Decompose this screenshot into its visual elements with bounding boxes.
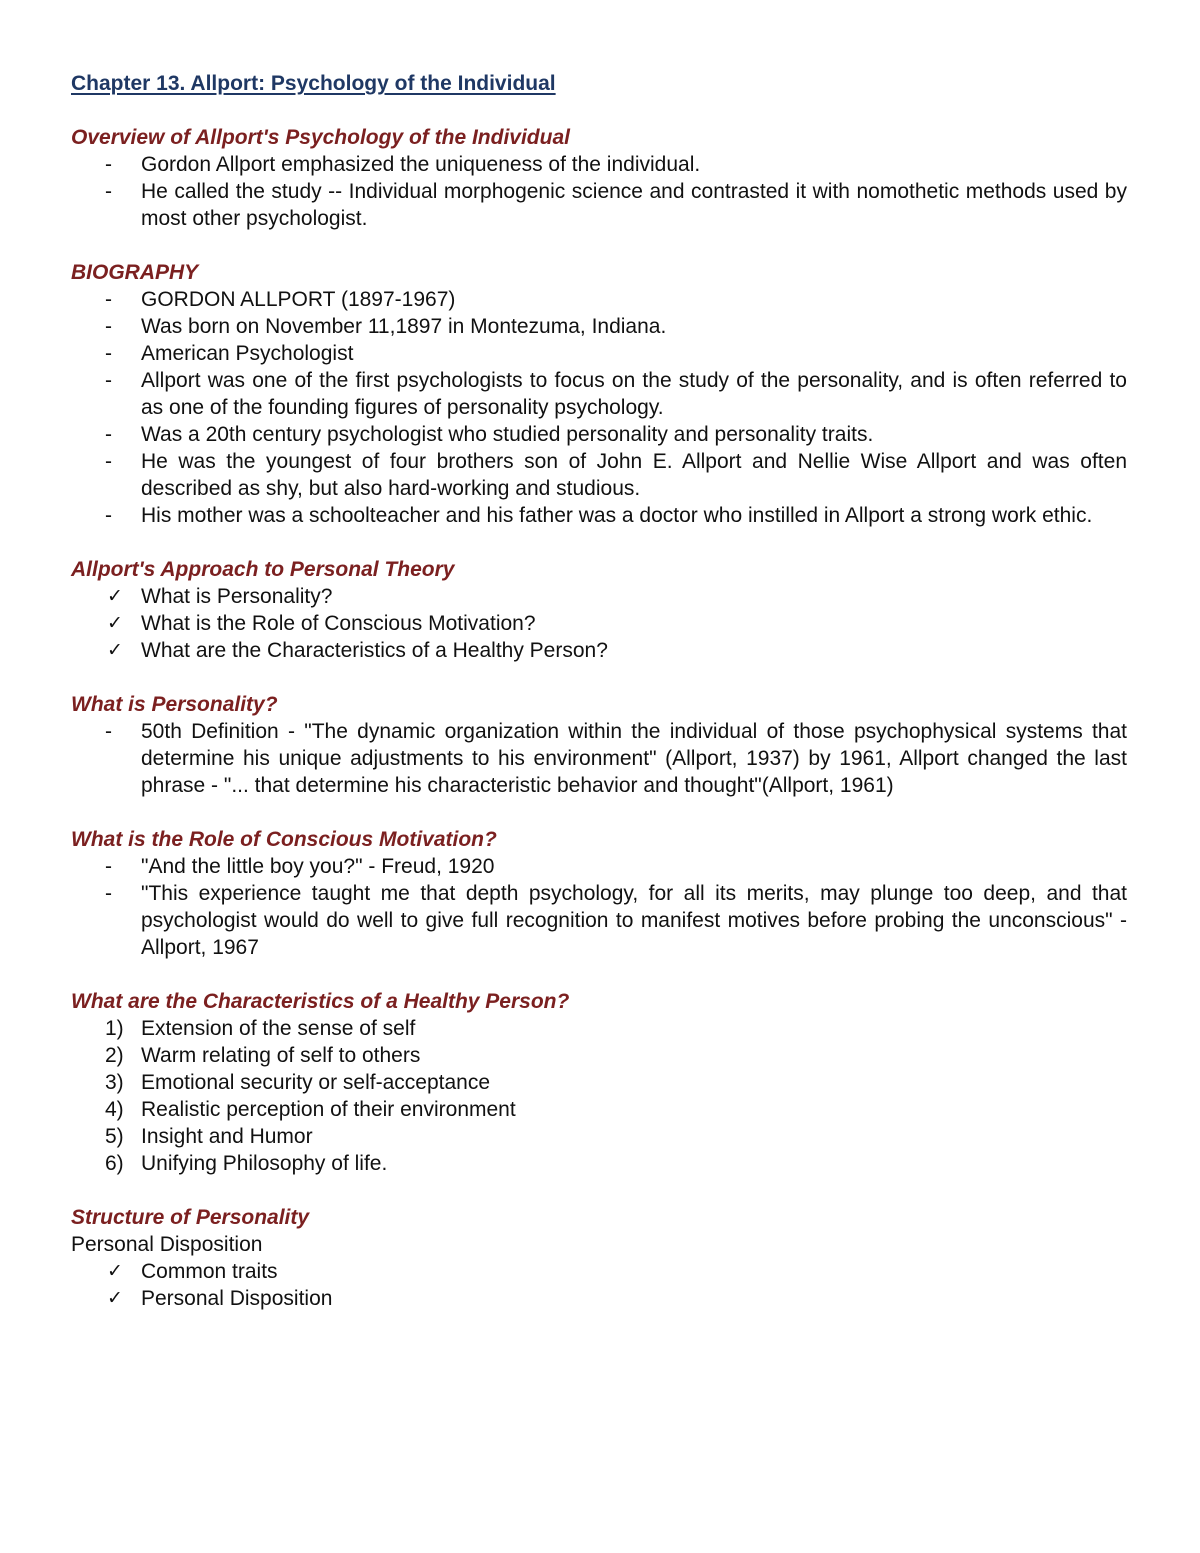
item-number: 3) [105, 1071, 124, 1094]
structure-subheading: Personal Disposition [71, 1233, 263, 1256]
dash-bullet: - [105, 369, 112, 392]
dash-bullet: - [105, 720, 112, 743]
list-item-text: Common traits [141, 1260, 278, 1283]
dash-bullet: - [105, 882, 112, 905]
list-item [71, 880, 1127, 961]
dash-bullet: - [105, 180, 112, 203]
dash-bullet: - [105, 315, 112, 338]
list-item-text: What is the Role of Conscious Motivation? [141, 612, 536, 635]
structure-section [71, 1204, 1127, 1312]
list-item-text: Unifying Philosophy of life. [141, 1152, 388, 1175]
list-item-text: Was born on November 11,1897 in Montezuma, Indiana. [141, 315, 667, 338]
checkmark-icon: ✓ [107, 612, 123, 634]
list-item-text: Emotional security or self-acceptance [141, 1071, 490, 1094]
checkmark-icon: ✓ [107, 639, 123, 661]
list-item [71, 340, 1127, 367]
list-item-text: What are the Characteristics of a Healthy Person? [141, 639, 608, 662]
dash-bullet: - [105, 423, 112, 446]
checkmark-icon: ✓ [107, 1260, 123, 1282]
overview-section [71, 124, 1127, 232]
list-item-text: GORDON ALLPORT (1897-1967) [141, 288, 456, 311]
list-item-text: "This experience taught me that depth psychology, for all its merits, may plunge too deep, and that psychologist would do well to give full recognition to manifest motives before probing the unconscious" -Allport, 1967 [141, 882, 1127, 959]
dash-bullet: - [105, 288, 112, 311]
item-number: 1) [105, 1017, 124, 1040]
list-item [71, 178, 1127, 232]
list-item-text: He was the youngest of four brothers son of John E. Allport and Nellie Wise Allport and was often described as shy, but also hard-working and studious. [141, 450, 1127, 500]
list-item [71, 1150, 1127, 1177]
list-item-text: Warm relating of self to others [141, 1044, 421, 1067]
list-item-text: His mother was a schoolteacher and his father was a doctor who instilled in Allport a strong work ethic. [141, 504, 1093, 527]
personality-heading: What is Personality? [71, 693, 278, 716]
list-item-text: Extension of the sense of self [141, 1017, 416, 1040]
list-item [71, 367, 1127, 421]
document-page [71, 70, 1127, 1339]
approach-heading: Allport's Approach to Personal Theory [71, 558, 455, 581]
list-item [71, 1069, 1127, 1096]
list-item [71, 610, 1127, 637]
list-item-text: American Psychologist [141, 342, 354, 365]
list-item [71, 421, 1127, 448]
list-item [71, 313, 1127, 340]
item-number: 2) [105, 1044, 124, 1067]
list-item-text: Realistic perception of their environment [141, 1098, 516, 1121]
biography-section [71, 259, 1127, 529]
motivation-heading: What is the Role of Conscious Motivation? [71, 828, 497, 851]
list-item [71, 637, 1127, 664]
list-item-text: Allport was one of the first psychologists to focus on the study of the personality, and is often referred to as one of the founding figures of personality psychology. [141, 369, 1127, 419]
checkmark-icon: ✓ [107, 585, 123, 607]
list-item [71, 718, 1127, 799]
list-item [71, 1285, 1127, 1312]
list-item [71, 286, 1127, 313]
list-item-text: 50th Definition - "The dynamic organization within the individual of those psychophysical systems that determine his unique adjustments to his environment" (Allport, 1937) by 1961, Allport changed the last phrase - "... that determine his characteristic behavior and thought"(Allport, 1961) [141, 720, 1127, 797]
healthy-heading: What are the Characteristics of a Healthy Person? [71, 990, 570, 1013]
dash-bullet: - [105, 153, 112, 176]
list-item [71, 1096, 1127, 1123]
list-item-text: "And the little boy you?" - Freud, 1920 [141, 855, 495, 878]
biography-heading: BIOGRAPHY [71, 261, 199, 284]
list-item-text: What is Personality? [141, 585, 333, 608]
list-item-text: Gordon Allport emphasized the uniqueness of the individual. [141, 153, 701, 176]
list-item [71, 502, 1127, 529]
list-item-text: Insight and Humor [141, 1125, 313, 1148]
dash-bullet: - [105, 342, 112, 365]
item-number: 6) [105, 1152, 124, 1175]
healthy-section [71, 988, 1127, 1177]
list-item [71, 1123, 1127, 1150]
personality-section [71, 691, 1127, 799]
approach-section [71, 556, 1127, 664]
list-item [71, 583, 1127, 610]
chapter-title: Chapter 13. Allport: Psychology of the Individual [71, 72, 556, 95]
structure-heading: Structure of Personality [71, 1206, 310, 1229]
list-item-text: Was a 20th century psychologist who studied personality and personality traits. [141, 423, 874, 446]
list-item-text: Personal Disposition [141, 1287, 333, 1310]
motivation-section [71, 826, 1127, 961]
dash-bullet: - [105, 855, 112, 878]
list-item-text: He called the study -- Individual morphogenic science and contrasted it with nomothetic methods used by most other psychologist. [141, 180, 1127, 230]
checkmark-icon: ✓ [107, 1287, 123, 1309]
list-item [71, 1258, 1127, 1285]
item-number: 4) [105, 1098, 124, 1121]
list-item [71, 448, 1127, 502]
list-item [71, 1015, 1127, 1042]
dash-bullet: - [105, 450, 112, 473]
list-item [71, 1042, 1127, 1069]
list-item [71, 151, 1127, 178]
overview-heading: Overview of Allport's Psychology of the Individual [71, 126, 570, 149]
list-item [71, 853, 1127, 880]
dash-bullet: - [105, 504, 112, 527]
item-number: 5) [105, 1125, 124, 1148]
